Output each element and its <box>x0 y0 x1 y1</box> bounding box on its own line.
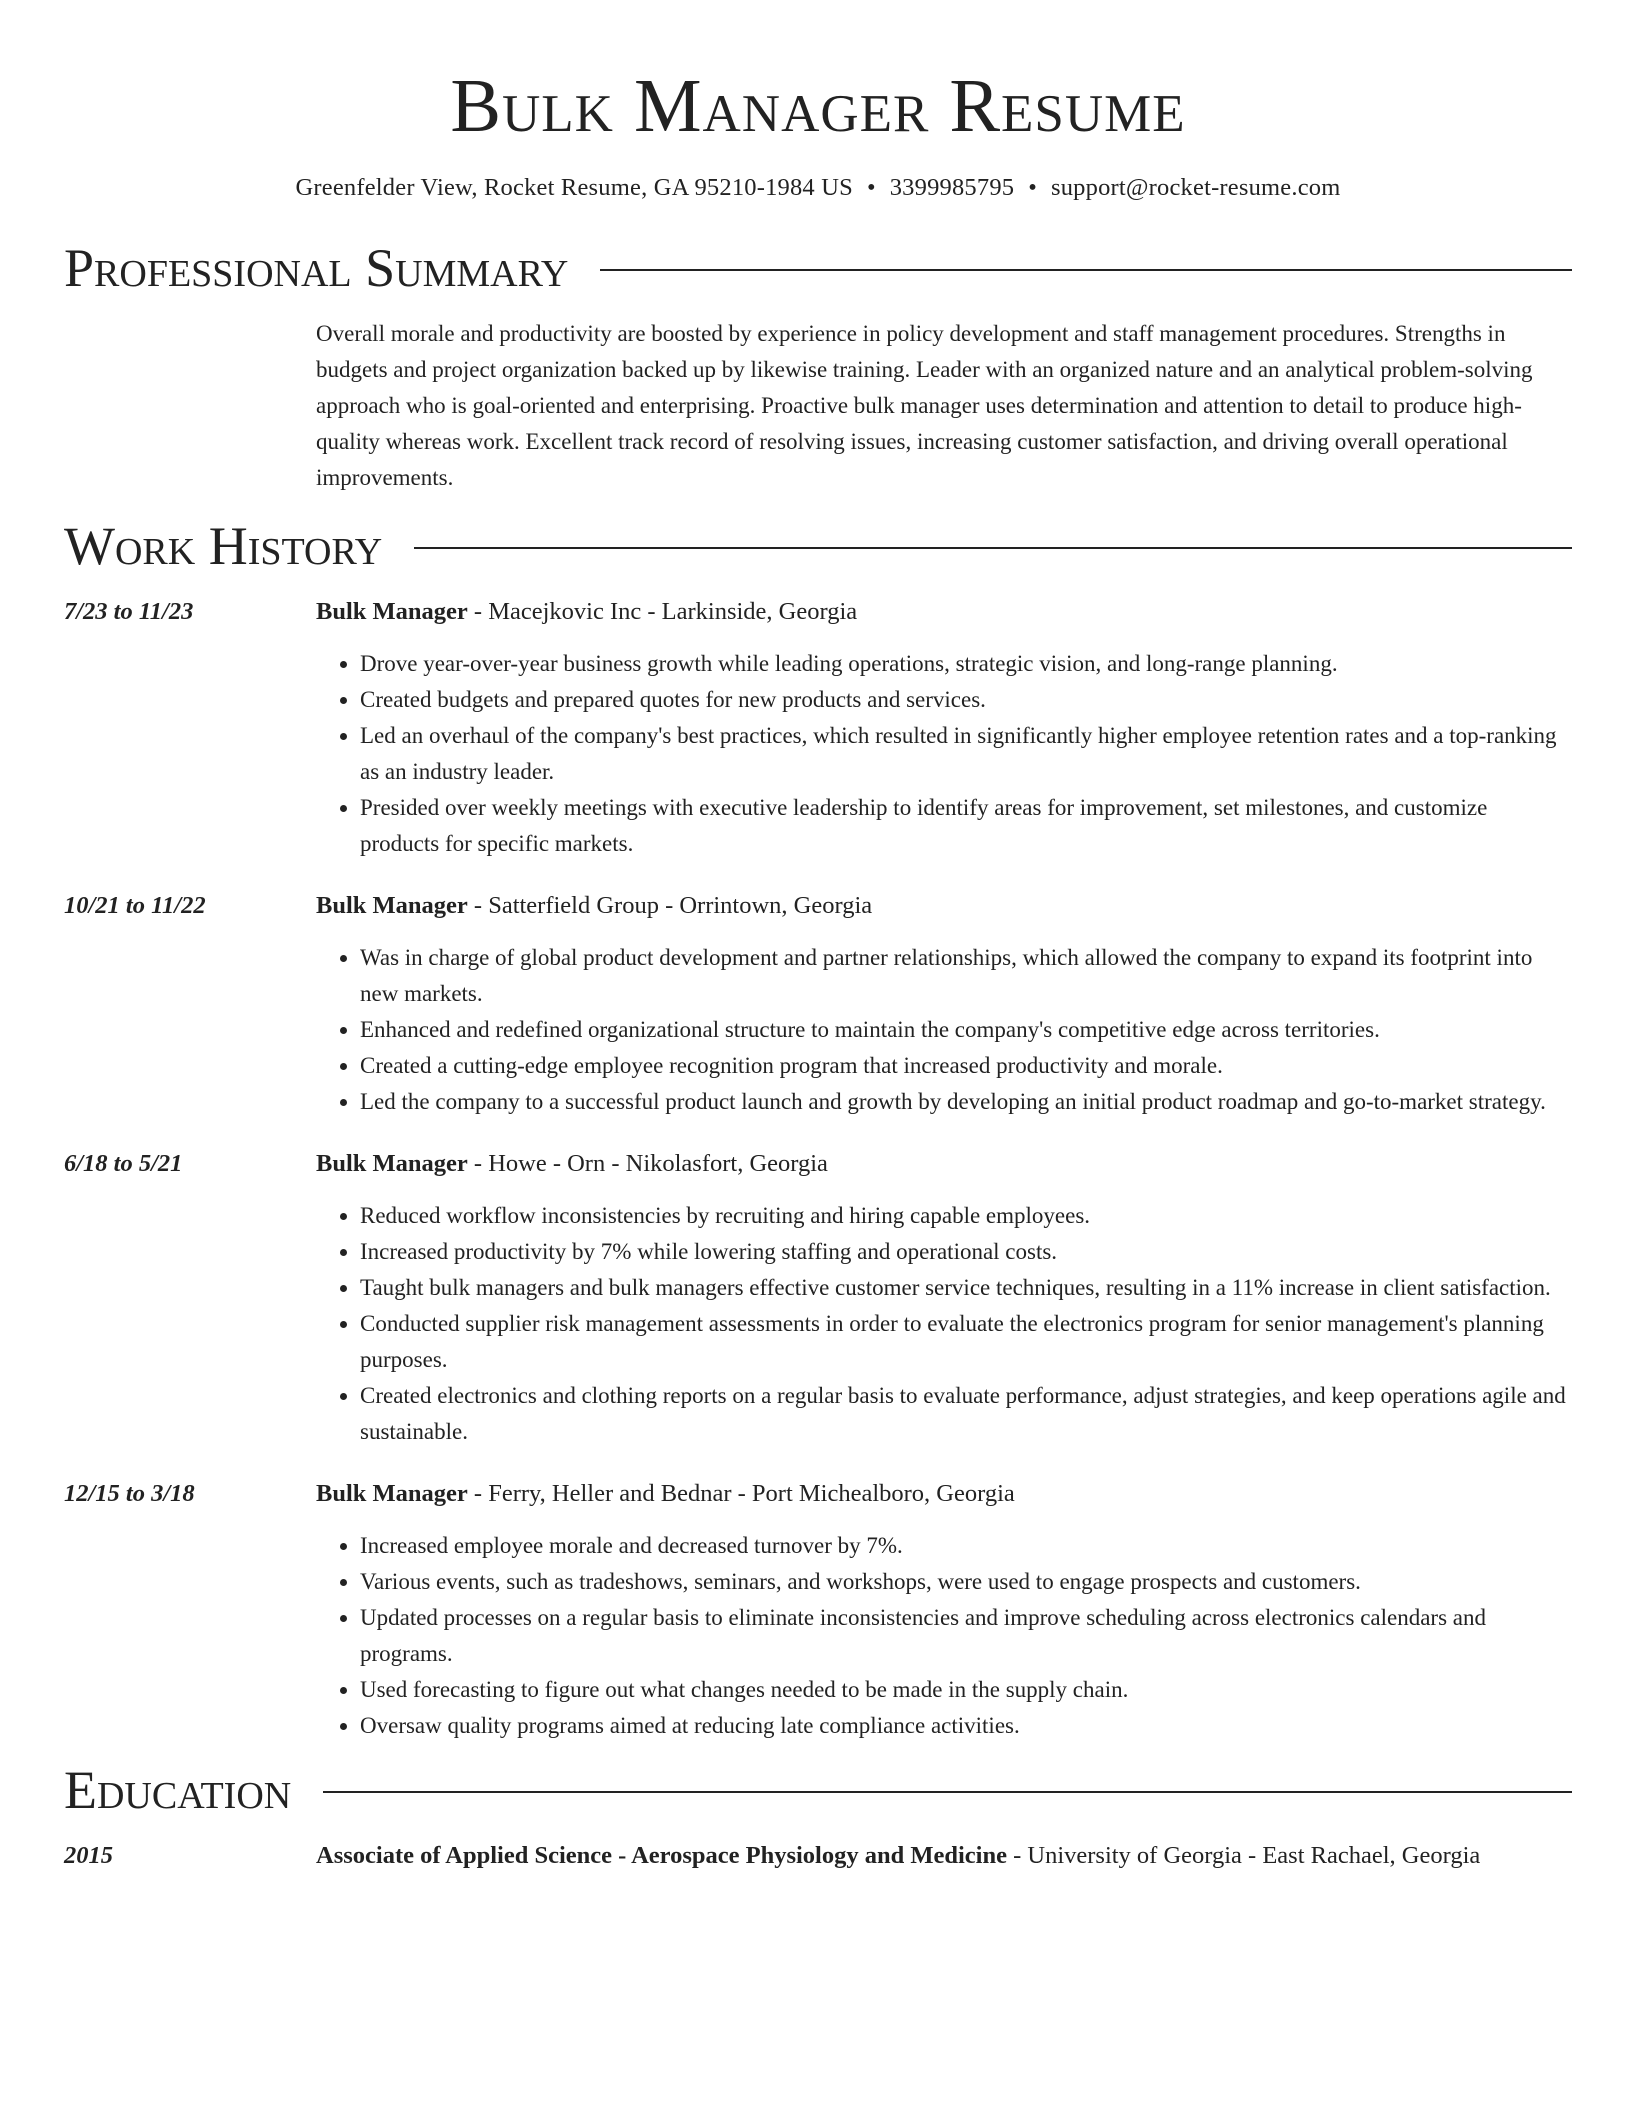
list-item: • Created a cutting-edge employee recognition program that increased productivity and morale. <box>360 1048 1572 1084</box>
job-company: - Macejkovic Inc - Larkinside, Georgia <box>467 598 858 625</box>
education-heading <box>316 1838 1572 1874</box>
contact-line <box>64 172 1572 204</box>
job-role: Bulk Manager <box>316 1150 468 1177</box>
job-heading <box>316 1146 1572 1182</box>
list-item: • Created budgets and prepared quotes for new products and services. <box>360 682 1572 718</box>
section-divider <box>414 547 1572 549</box>
list-item: • Enhanced and redefined organizational structure to maintain the company's competitive edge across territories. <box>360 1012 1572 1048</box>
contact-separator: • <box>1028 174 1037 201</box>
contact-email: support@rocket-resume.com <box>1051 174 1341 201</box>
job-company: - Satterfield Group - Orrintown, Georgia <box>467 892 873 919</box>
list-item: • Led an overhaul of the company's best practices, which resulted in significantly higher employee retention rates and a top-ranking as an industry leader. <box>360 718 1572 790</box>
job-bullets <box>316 1528 1572 1744</box>
job-company: - Ferry, Heller and Bednar - Port Michealboro, Georgia <box>467 1480 1015 1507</box>
education-school: - University of Georgia - East Rachael, Georgia <box>1006 1842 1481 1869</box>
resume-page <box>64 0 1572 1874</box>
section-divider <box>600 269 1572 271</box>
contact-address: Greenfelder View, Rocket Resume, GA 95210-1984 US <box>295 174 853 201</box>
list-item: • Led the company to a successful product launch and growth by developing an initial product roadmap and go-to-market strategy. <box>360 1084 1572 1120</box>
list-item: • Presided over weekly meetings with executive leadership to identify areas for improvement, set milestones, and customize products for specific markets. <box>360 790 1572 862</box>
list-item: • Was in charge of global product development and partner relationships, which allowed the company to expand its footprint into new markets. <box>360 940 1572 1012</box>
job-dates: 6/18 to 5/21 <box>64 1150 183 1177</box>
contact-phone: 3399985795 <box>889 174 1015 201</box>
list-item: • Increased productivity by 7% while lowering staffing and operational costs. <box>360 1234 1572 1270</box>
list-item: • Reduced workflow inconsistencies by recruiting and hiring capable employees. <box>360 1198 1572 1234</box>
job-company: - Howe - Orn - Nikolasfort, Georgia <box>467 1150 828 1177</box>
job-entry <box>64 594 1572 862</box>
job-heading <box>316 888 1572 924</box>
education-entry <box>64 1838 1572 1874</box>
work-section-header <box>64 514 1572 578</box>
education-section-header <box>64 1758 1572 1822</box>
work-section-title: Work History <box>64 516 383 576</box>
resume-title: Bulk Manager Resume <box>450 64 1186 148</box>
job-bullets <box>316 940 1572 1120</box>
contact-separator: • <box>866 174 876 201</box>
section-divider <box>323 1791 1572 1793</box>
job-role: Bulk Manager <box>316 598 468 625</box>
summary-text: Overall morale and productivity are boosted by experience in policy development and staff management procedures. Strengths in budgets and project organization backed up by likewise training. Leader with an organized nature and an analytical problem-solving approach who is goal-oriented and enterprising. Proactive bulk manager uses determination and attention to detail to produce high-quality whereas work. Excellent track record of resolving issues, increasing customer satisfaction, and driving overall operational improvements. <box>316 321 1533 490</box>
education-year: 2015 <box>64 1842 113 1869</box>
list-item: • Oversaw quality programs aimed at reducing late compliance activities. <box>360 1708 1572 1744</box>
job-bullets <box>316 1198 1572 1450</box>
job-entry <box>64 1146 1572 1450</box>
job-role: Bulk Manager <box>316 892 468 919</box>
job-entry <box>64 1476 1572 1744</box>
education-degree: Associate of Applied Science - Aerospace Physiology and Medicine <box>316 1842 1007 1869</box>
education-section-title: Education <box>64 1760 292 1820</box>
job-dates: 12/15 to 3/18 <box>64 1480 195 1507</box>
list-item: • Used forecasting to figure out what changes needed to be made in the supply chain. <box>360 1672 1572 1708</box>
job-heading <box>316 1476 1572 1512</box>
job-dates: 7/23 to 11/23 <box>64 598 194 625</box>
job-heading <box>316 594 1572 630</box>
list-item: • Taught bulk managers and bulk managers effective customer service techniques, resulting in a 11% increase in client satisfaction. <box>360 1270 1572 1306</box>
job-entry <box>64 888 1572 1120</box>
job-dates: 10/21 to 11/22 <box>64 892 206 919</box>
list-item: • Conducted supplier risk management assessments in order to evaluate the electronics program for senior management's planning purposes. <box>360 1306 1572 1378</box>
work-history-list <box>64 594 1572 1744</box>
list-item: • Increased employee morale and decreased turnover by 7%. <box>360 1528 1572 1564</box>
summary-section-title: Professional Summary <box>64 238 569 298</box>
job-role: Bulk Manager <box>316 1480 468 1507</box>
list-item: • Created electronics and clothing reports on a regular basis to evaluate performance, adjust strategies, and keep operations agile and sustainable. <box>360 1378 1572 1450</box>
summary-section-header <box>64 236 1572 300</box>
list-item: • Drove year-over-year business growth while leading operations, strategic vision, and long-range planning. <box>360 646 1572 682</box>
job-bullets <box>316 646 1572 862</box>
list-item: • Various events, such as tradeshows, seminars, and workshops, were used to engage prospects and customers. <box>360 1564 1572 1600</box>
list-item: • Updated processes on a regular basis to eliminate inconsistencies and improve scheduling across electronics calendars and programs. <box>360 1600 1572 1672</box>
